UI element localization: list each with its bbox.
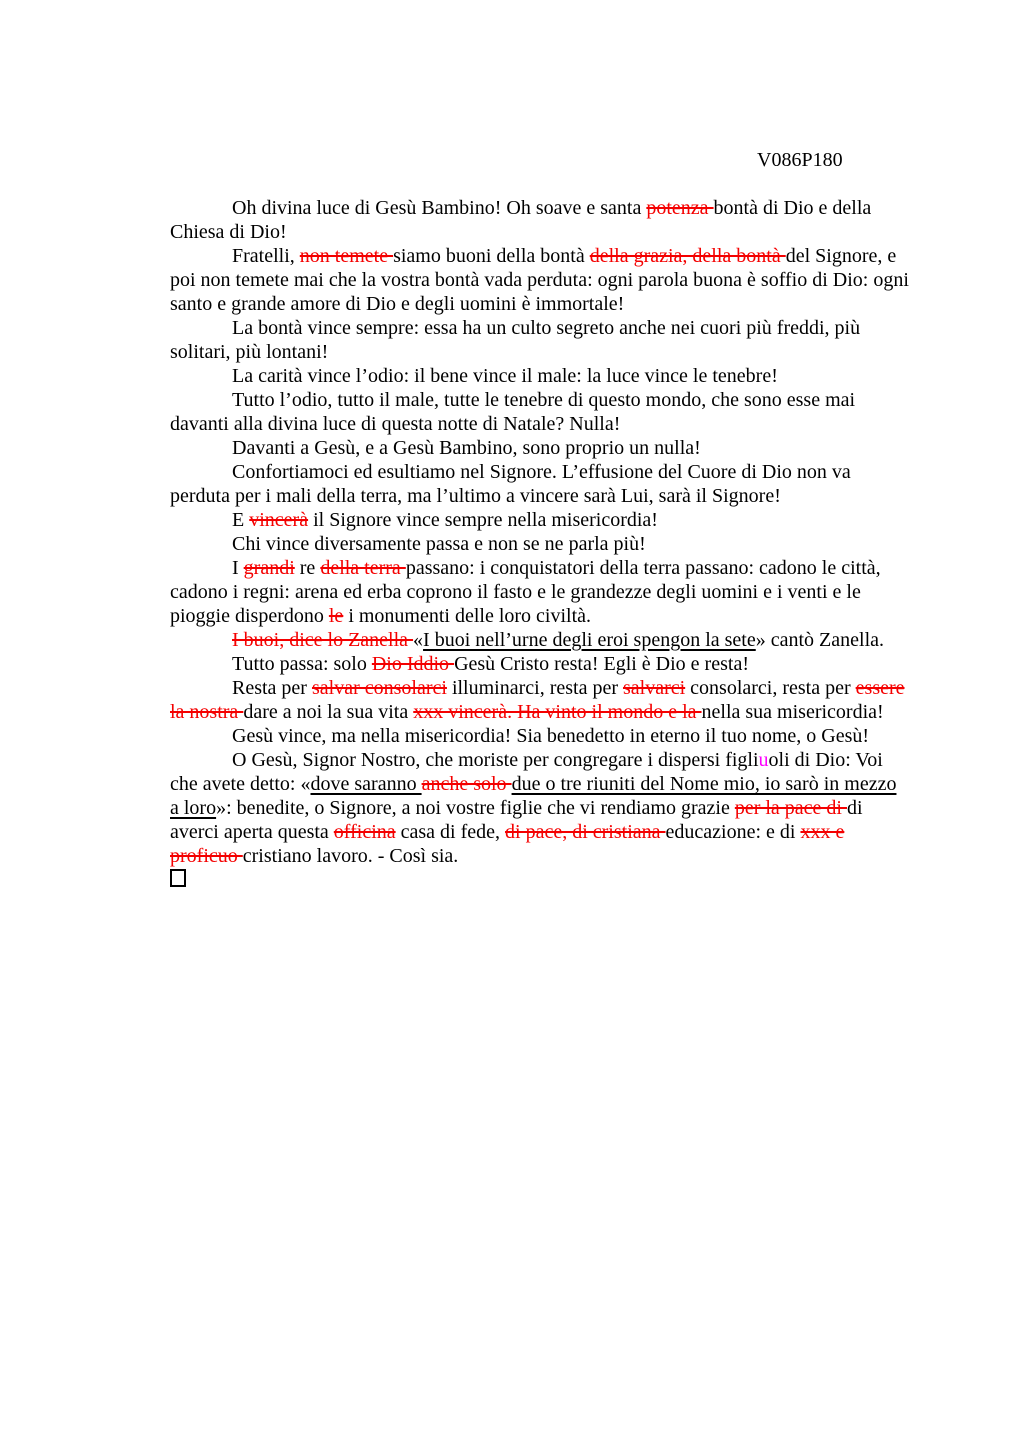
paragraph xyxy=(170,460,910,508)
text-run: Tutto passa: solo xyxy=(232,653,372,675)
paragraph xyxy=(170,724,910,748)
paragraph xyxy=(170,868,910,892)
deleted-text: della grazia, della bontà xyxy=(589,245,786,267)
deleted-text: non temete xyxy=(299,245,394,267)
text-run: Resta per xyxy=(232,677,312,699)
text-run: nella sua misericordia! xyxy=(701,701,884,723)
paragraph xyxy=(170,556,910,628)
text-run: educazione: e di xyxy=(665,821,801,843)
text-run: O Gesù, Signor Nostro, che moriste per congregare i dispersi figli xyxy=(232,749,759,771)
text-run: re xyxy=(294,557,321,579)
text-run: Fratelli, xyxy=(232,245,300,267)
paragraph xyxy=(170,364,910,388)
deleted-text: Dio Iddio xyxy=(371,653,455,675)
page-code: V086P180 xyxy=(757,149,843,171)
quoted-underline-text: due o tre riuniti del Nome mio, io sarò in mezzo a loro xyxy=(170,773,897,819)
deleted-text: officina xyxy=(333,821,396,843)
inserted-letter: u xyxy=(758,749,769,771)
text-run: Gesù vince, ma nella misericordia! Sia benedetto in eterno il tuo nome, o Gesù! xyxy=(232,725,870,747)
text-run: oli di Dio: Voi che avete detto: « xyxy=(170,749,883,795)
text-run: La bontà vince sempre: essa ha un culto segreto anche nei cuori più freddi, più solitari, più lontani! xyxy=(170,317,861,363)
deleted-text: potenza xyxy=(646,197,714,219)
text-run: siamo buoni della bontà xyxy=(393,245,590,267)
text-run: La carità vince l’odio: il bene vince il male: la luce vince le tenebre! xyxy=(232,365,778,387)
text-run: Davanti a Gesù, e a Gesù Bambino, sono proprio un nulla! xyxy=(232,437,701,459)
paragraph xyxy=(170,508,910,532)
deleted-text: I buoi, dice lo Zanella xyxy=(232,629,414,651)
deleted-text: di pace, di cristiana xyxy=(505,821,666,843)
document-content xyxy=(170,148,910,892)
paragraph xyxy=(170,436,910,460)
paragraph xyxy=(170,676,910,724)
text-run: illuminarci, resta per xyxy=(446,677,623,699)
deleted-text: xxx vincerà. Ha vinto il mondo e la xyxy=(413,701,702,723)
text-run: I xyxy=(232,557,244,579)
paragraph xyxy=(170,652,910,676)
text-run: del Signore, e poi non temete mai che la vostra bontà vada perduta: ogni parola buona è soffio di Dio: ogni santo e grande amore di Dio e degli uomini è immortale! xyxy=(170,245,909,315)
text-run: Gesù Cristo resta! Egli è Dio e resta! xyxy=(454,653,749,675)
text-run: Oh divina luce di Gesù Bambino! Oh soave e santa xyxy=(232,197,647,219)
paragraph xyxy=(170,748,910,868)
text-run: il Signore vince sempre nella misericordia! xyxy=(308,509,658,531)
text-run: Tutto l’odio, tutto il male, tutte le tenebre di questo mondo, che sono esse mai davanti alla divina luce di questa notte di Natale? Nulla! xyxy=(170,389,856,435)
quoted-underline-text: I buoi nell’urne degli eroi spengon la sete xyxy=(423,629,756,651)
text-run: Confortiamoci ed esultiamo nel Signore. L’effusione del Cuore di Dio non va perduta per i mali della terra, ma l’ultimo a vincere sarà Lui, sarà il Signore! xyxy=(170,461,851,507)
deleted-text: le xyxy=(328,605,344,627)
text-run: bontà di Dio e della Chiesa di Dio! xyxy=(170,197,872,243)
text-run: » cantò Zanella. xyxy=(755,629,885,651)
deleted-text: grandi xyxy=(243,557,295,579)
deleted-text: xxx e proficuo xyxy=(170,821,845,867)
deleted-text: salvar consolarci xyxy=(311,677,447,699)
text-run: i monumenti delle loro civiltà. xyxy=(343,605,592,627)
missing-glyph-box xyxy=(170,869,186,887)
paragraph xyxy=(170,316,910,364)
text-run: passano: i conquistatori della terra passano: cadono le città, cadono i regni: arena ed erba coprono il fasto e le grandezze degli uomini e i venti e le pioggie disperdono xyxy=(170,557,881,627)
quoted-underline-text: dove saranno xyxy=(310,773,422,795)
paragraph xyxy=(170,532,910,556)
deleted-text: anche solo xyxy=(421,773,512,795)
text-run: »: benedite, o Signore, a noi vostre figlie che vi rendiamo grazie xyxy=(216,797,735,819)
text-run: casa di fede, xyxy=(395,821,506,843)
deleted-text: essere la nostra xyxy=(170,677,905,723)
deleted-text: della terra xyxy=(320,557,406,579)
text-run: E xyxy=(232,509,250,531)
text-run: cristiano lavoro. - Così sia. xyxy=(242,845,459,867)
deleted-text: salvarci xyxy=(622,677,686,699)
text-run: « xyxy=(413,629,424,651)
paragraph xyxy=(170,196,910,244)
text-run: dare a noi la sua vita xyxy=(243,701,414,723)
paragraph xyxy=(170,244,910,316)
paragraph xyxy=(170,388,910,436)
text-run: Chi vince diversamente passa e non se ne parla più! xyxy=(232,533,646,555)
paragraph xyxy=(170,628,910,652)
text-run: consolarci, resta per xyxy=(685,677,856,699)
deleted-text: per la pace di xyxy=(734,797,847,819)
deleted-text: vincerà xyxy=(249,509,309,531)
text-run: di averci aperta questa xyxy=(170,797,863,843)
document-body xyxy=(170,196,910,892)
